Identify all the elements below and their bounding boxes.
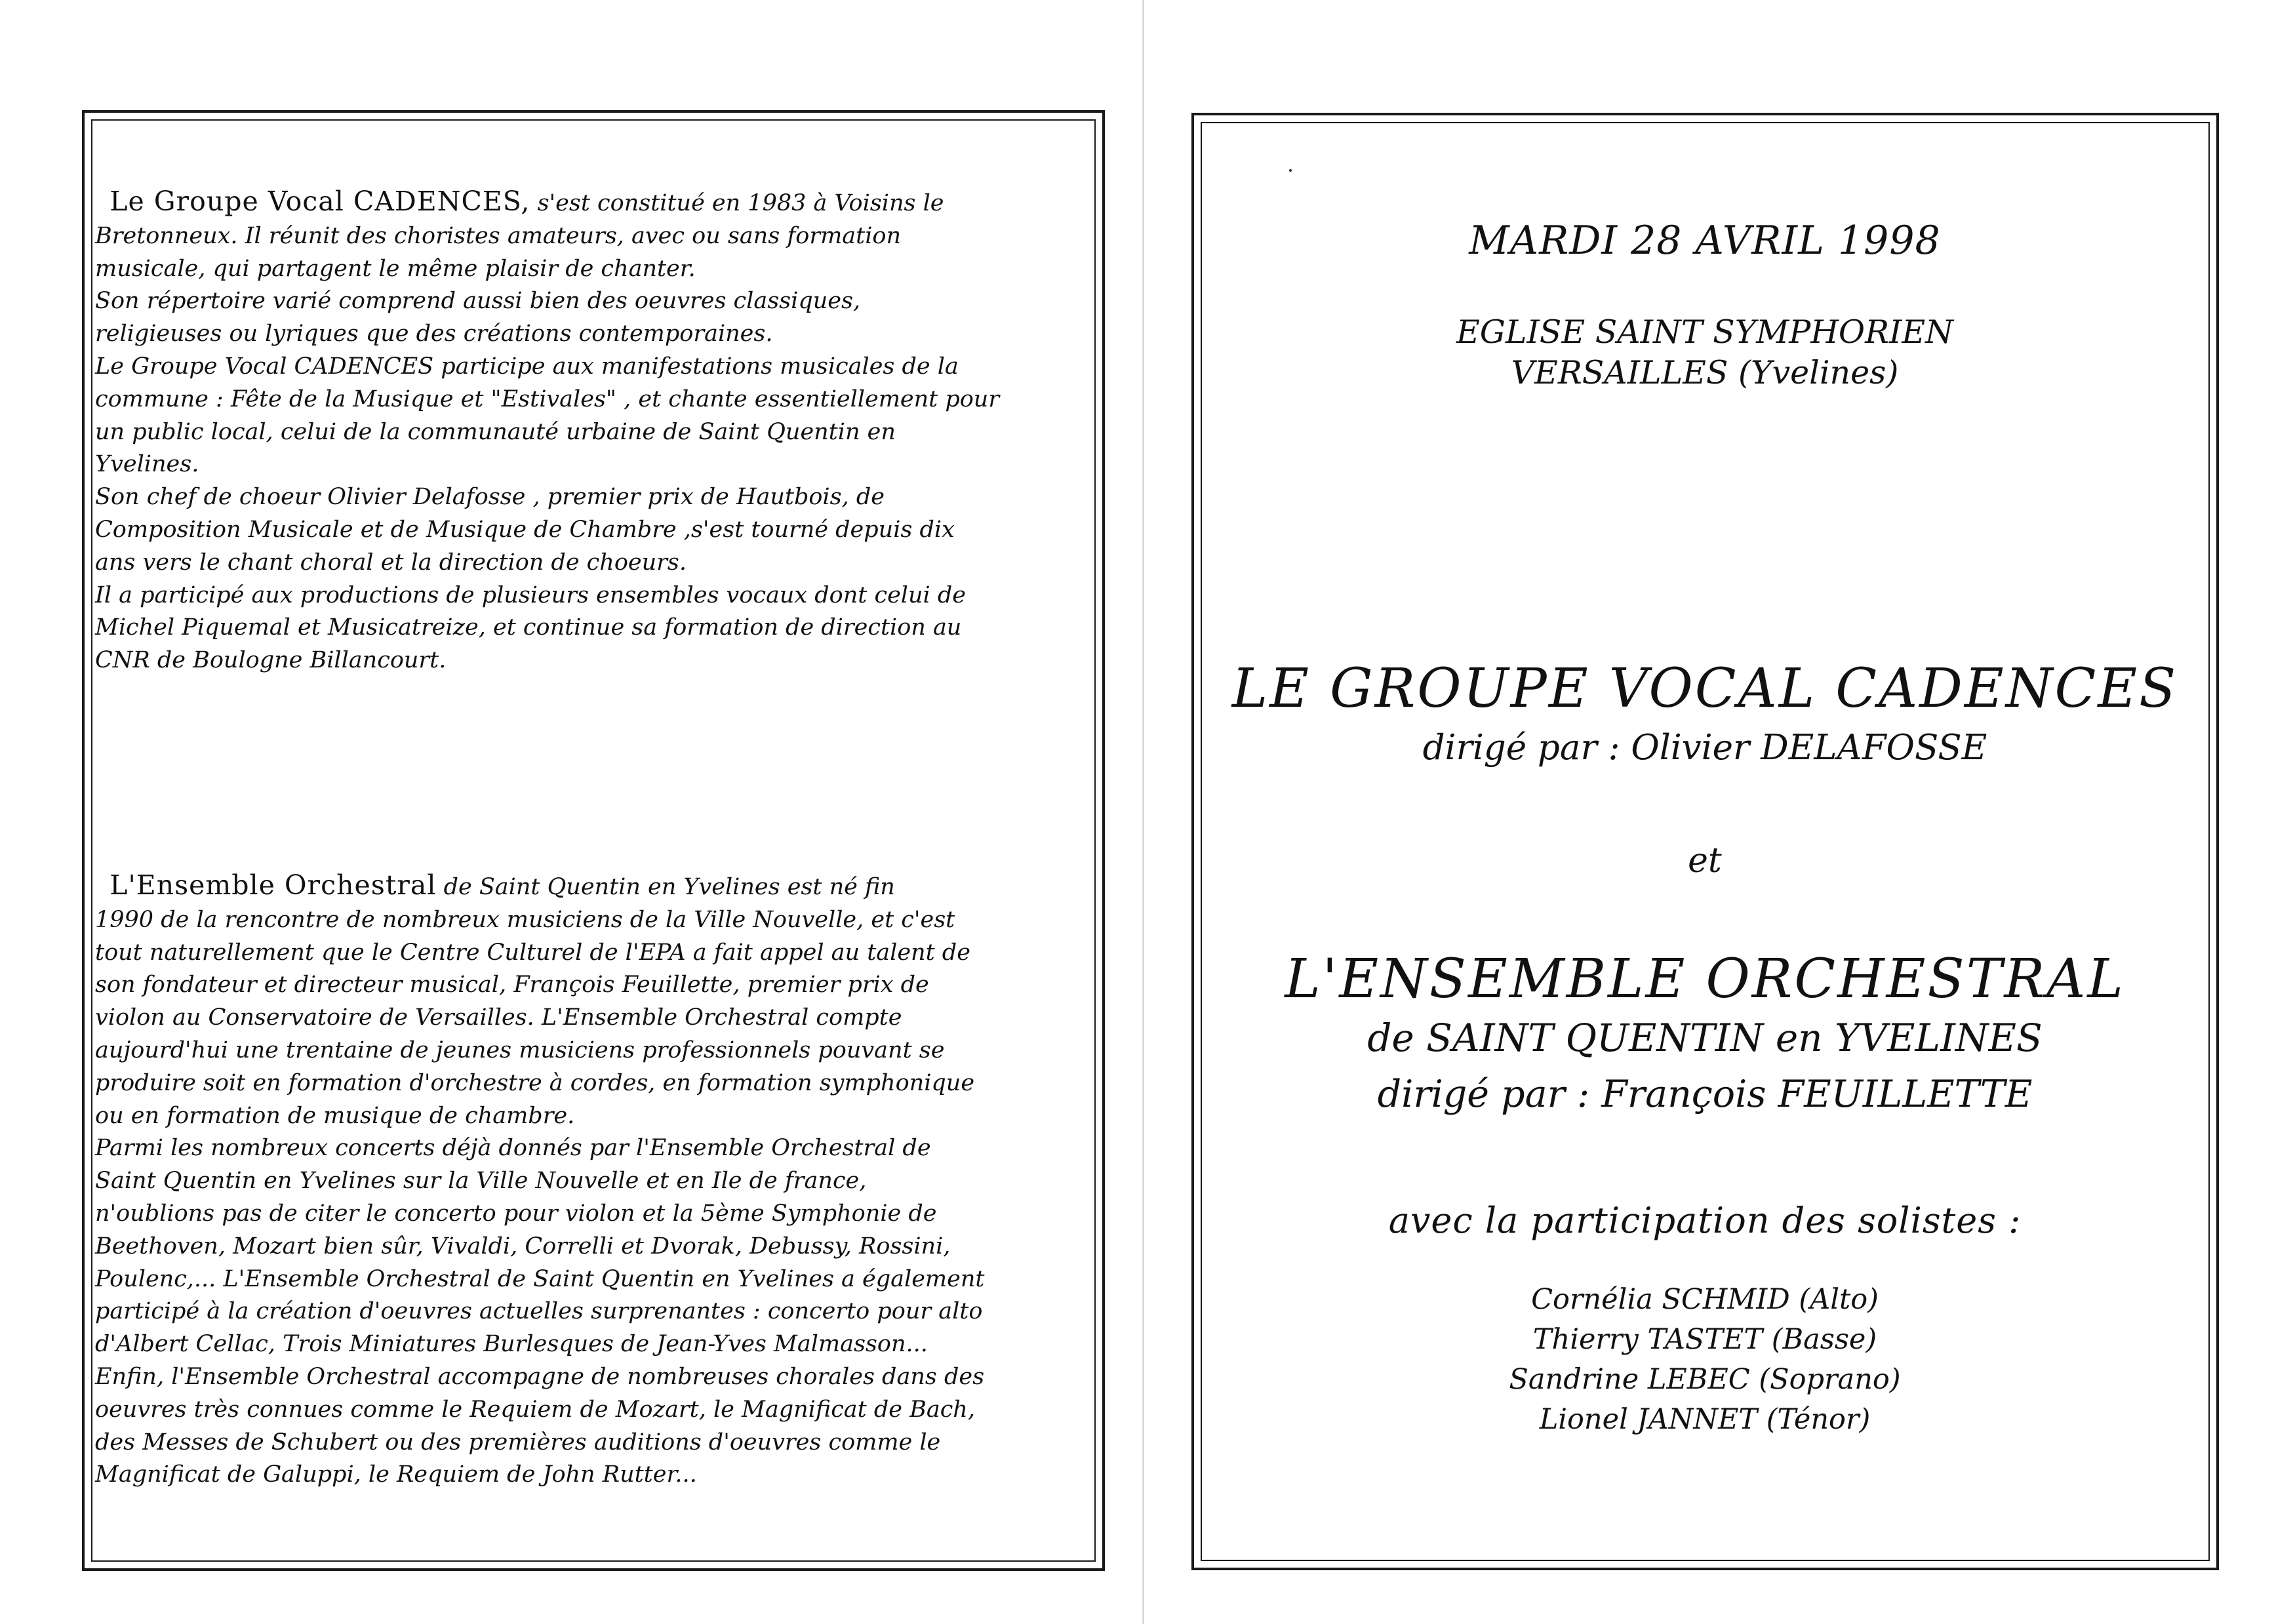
cadences-line: CNR de Boulogne Billancourt. [95, 647, 447, 674]
ensemble-line: aujourd'hui une trentaine de jeunes musiciens professionnels pouvant se [95, 1037, 945, 1063]
ensemble-line: d'Albert Cellac, Trois Miniatures Burlesques de Jean-Yves Malmasson... [95, 1331, 928, 1358]
ensemble-line: participé à la création d'oeuvres actuelles surprenantes : concerto pour alto [95, 1298, 983, 1325]
ensemble-line: ou en formation de musique de chambre. [95, 1102, 575, 1129]
cadences-line: Le Groupe Vocal CADENCES, s'est constitué en 1983 à Voisins le [110, 186, 944, 217]
page-fold [1142, 0, 1144, 1624]
venue-church: EGLISE SAINT SYMPHORIEN [1456, 313, 1954, 351]
soloist: Thierry TASTET (Basse) [1532, 1323, 1877, 1356]
ensemble-line: produire soit en formation d'orchestre à cordes, en formation symphonique [95, 1069, 975, 1096]
cadences-line: Son répertoire varié comprend aussi bien des oeuvres classiques, [95, 288, 861, 315]
cadences-line: commune : Fête de la Musique et "Estivales" , et chante essentiellement pour [95, 386, 1000, 412]
ensemble-paragraph [95, 869, 1092, 1492]
cadences-line: un public local, celui de la communauté urbaine de Saint Quentin en [95, 418, 896, 445]
cadences-line: Son chef de choeur Olivier Delafosse , premier prix de Hautbois, de [95, 484, 885, 511]
cadences-line: musicale, qui partagent le même plaisir de chanter. [95, 255, 696, 282]
venue-city: VERSAILLES (Yvelines) [1511, 354, 1899, 391]
ensemble-line: Saint Quentin en Yvelines sur la Ville Nouvelle et en Ile de france, [95, 1168, 867, 1195]
paper-speck [1289, 169, 1292, 172]
choir-director: dirigé par : Olivier DELAFOSSE [1422, 728, 1987, 768]
ensemble-line: oeuvres très connues comme le Requiem de Mozart, le Magnificat de Bach, [95, 1396, 975, 1423]
ensemble-line: Beethoven, Mozart bien sûr, Vivaldi, Correlli et Dvorak, Debussy, Rossini, [95, 1233, 951, 1259]
conjunction: et [1688, 841, 1722, 881]
soloist: Lionel JANNET (Ténor) [1539, 1403, 1871, 1436]
cadences-line: Il a participé aux productions de plusieurs ensembles vocaux dont celui de [95, 582, 966, 608]
ensemble-line: n'oublions pas de citer le concerto pour violon et la 5ème Symphonie de [95, 1200, 937, 1227]
soloist: Cornélia SCHMID (Alto) [1531, 1283, 1879, 1316]
soloists-intro: avec la participation des solistes : [1388, 1200, 2022, 1241]
cadences-line: Composition Musicale et de Musique de Chambre ,s'est tourné depuis dix [95, 516, 955, 543]
ensemble-line: son fondateur et directeur musical, François Feuillette, premier prix de [95, 972, 929, 999]
ensemble-line: Poulenc,... L'Ensemble Orchestral de Saint Quentin en Yvelines a également [95, 1265, 985, 1292]
cadences-paragraph [95, 186, 1092, 677]
cadences-line: ans vers le chant choral et la direction de choeurs. [95, 549, 687, 576]
cadences-line: religieuses ou lyriques que des créations contemporaines. [95, 321, 773, 347]
orchestra-title: L'ENSEMBLE ORCHESTRAL [1285, 948, 2125, 1010]
cadences-line: Bretonneux. Il réunit des choristes amateurs, avec ou sans formation [95, 222, 901, 249]
ensemble-line: violon au Conservatoire de Versailles. L'Ensemble Orchestral compte [95, 1004, 902, 1031]
cadences-line: Yvelines. [95, 451, 199, 478]
ensemble-line: Parmi les nombreux concerts déjà donnés par l'Ensemble Orchestral de [95, 1135, 931, 1162]
cadences-line: Michel Piquemal et Musicatreize, et continue sa formation de direction au [95, 614, 962, 641]
concert-date: MARDI 28 AVRIL 1998 [1469, 218, 1941, 264]
cadences-line: Le Groupe Vocal CADENCES participe aux manifestations musicales de la [95, 353, 959, 380]
ensemble-line: des Messes de Schubert ou des premières auditions d'oeuvres comme le [95, 1429, 941, 1456]
ensemble-line: Magnificat de Galuppi, le Requiem de John Rutter... [95, 1461, 697, 1488]
ensemble-line: 1990 de la rencontre de nombreux musiciens de la Ville Nouvelle, et c'est [95, 906, 955, 933]
ensemble-lead: L'Ensemble Orchestral [110, 869, 437, 901]
soloist: Sandrine LEBEC (Soprano) [1509, 1363, 1901, 1396]
choir-title: LE GROUPE VOCAL CADENCES [1231, 658, 2178, 720]
ensemble-line: tout naturellement que le Centre Culturel de l'EPA a fait appel au talent de [95, 939, 970, 966]
orchestra-subtitle: de SAINT QUENTIN en YVELINES [1367, 1016, 2043, 1060]
ensemble-line: L'Ensemble Orchestral de Saint Quentin en Yvelines est né fin [110, 869, 895, 901]
ensemble-line: Enfin, l'Ensemble Orchestral accompagne de nombreuses chorales dans des [95, 1363, 985, 1390]
cadences-lead: Le Groupe Vocal CADENCES, [110, 186, 530, 217]
orchestra-director: dirigé par : François FEUILLETTE [1377, 1073, 2033, 1116]
